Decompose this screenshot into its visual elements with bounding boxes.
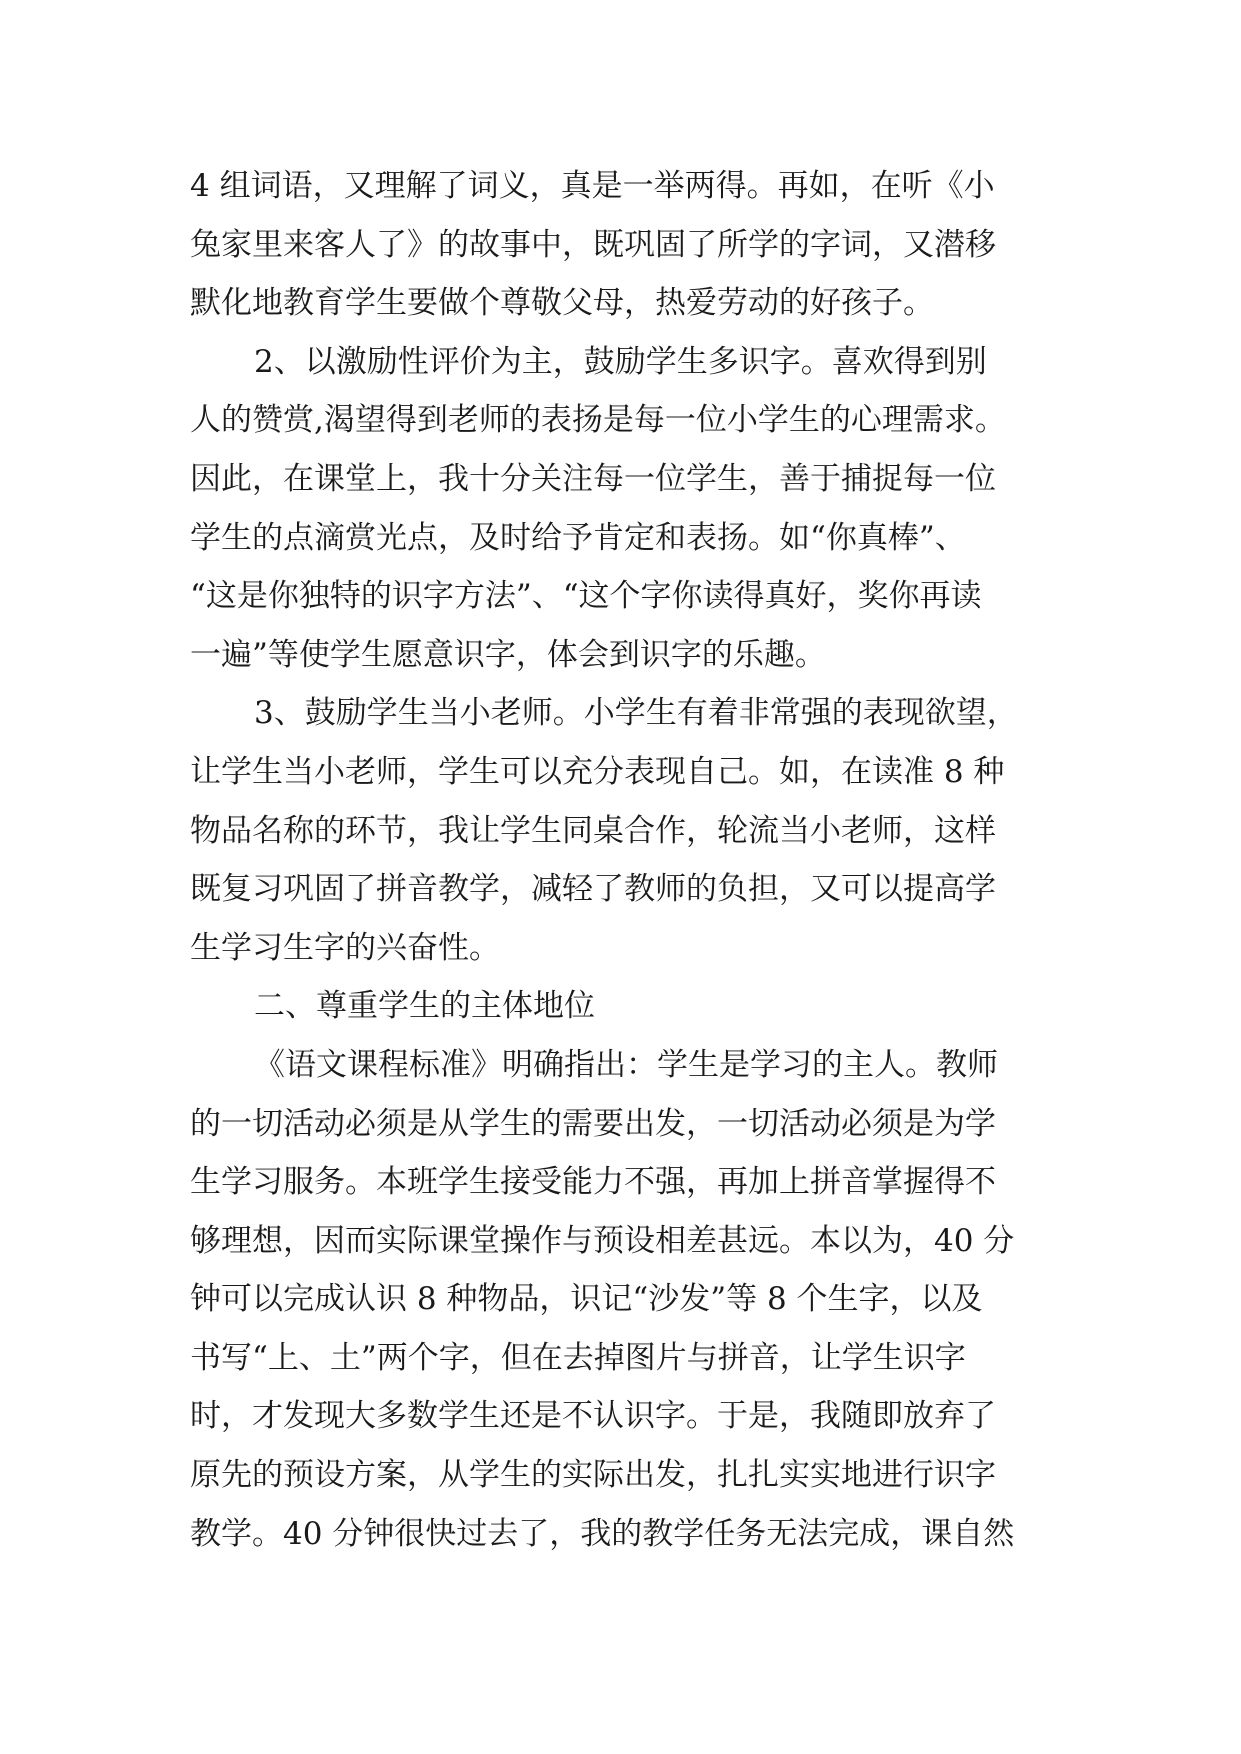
text-line: 学生的点滴赏光点，及时给予肯定和表扬。如“你真棒”、	[190, 519, 966, 556]
text-line: 生学习生字的兴奋性。	[190, 929, 500, 966]
text-line: “这是你独特的识字方法”、“这个字你读得真好，奖你再读	[190, 578, 982, 615]
text-line: 既复习巩固了拼音教学，减轻了教师的负担，又可以提高学	[190, 871, 996, 908]
text-line: 时，才发现大多数学生还是不认识字。于是，我随即放弃了	[190, 1398, 996, 1435]
paragraph-start-line: 3、鼓励学生当小老师。小学生有着非常强的表现欲望，	[254, 695, 1018, 732]
text-line: 人的赞赏,渴望得到老师的表扬是每一位小学生的心理需求。	[190, 402, 1006, 439]
text-line: 默化地教育学生要做个尊敬父母，热爱劳动的好孩子。	[190, 285, 934, 322]
text-line: 物品名称的环节，我让学生同桌合作，轮流当小老师，这样	[190, 812, 996, 849]
text-line: 兔家里来客人了》的故事中，既巩固了所学的字词，又潜移	[190, 226, 996, 263]
text-line: 教学。40 分钟很快过去了，我的教学任务无法完成，课自然	[190, 1515, 1015, 1552]
text-line: 钟可以完成认识 8 种物品，识记“沙发”等 8 个生字，以及	[190, 1281, 983, 1318]
paragraph-start-line: 《语文课程标准》明确指出：学生是学习的主人。教师	[254, 1046, 998, 1083]
text-line: 生学习服务。本班学生接受能力不强，再加上拼音掌握得不	[190, 1164, 996, 1201]
paragraph-start-line: 2、以激励性评价为主，鼓励学生多识字。喜欢得到别	[254, 343, 987, 380]
section-heading: 二、尊重学生的主体地位	[254, 988, 595, 1025]
text-line: 原先的预设方案，从学生的实际出发，扎扎实实地进行识字	[190, 1457, 996, 1494]
text-line: 让学生当小老师，学生可以充分表现自己。如，在读准 8 种	[190, 753, 1005, 790]
text-line: 够理想，因而实际课堂操作与预设相差甚远。本以为，40 分	[190, 1222, 1015, 1259]
text-line: 一遍”等使学生愿意识字，体会到识字的乐趣。	[190, 636, 826, 673]
text-line: 的一切活动必须是从学生的需要出发，一切活动必须是为学	[190, 1105, 996, 1142]
text-line: 因此，在课堂上，我十分关注每一位学生，善于捕捉每一位	[190, 460, 996, 497]
text-line: 4 组词语，又理解了词义，真是一举两得。再如，在听《小	[190, 168, 995, 204]
text-line: 书写“上、土”两个字，但在去掉图片与拼音，让学生识字	[190, 1339, 966, 1376]
body-text	[190, 157, 1070, 1563]
